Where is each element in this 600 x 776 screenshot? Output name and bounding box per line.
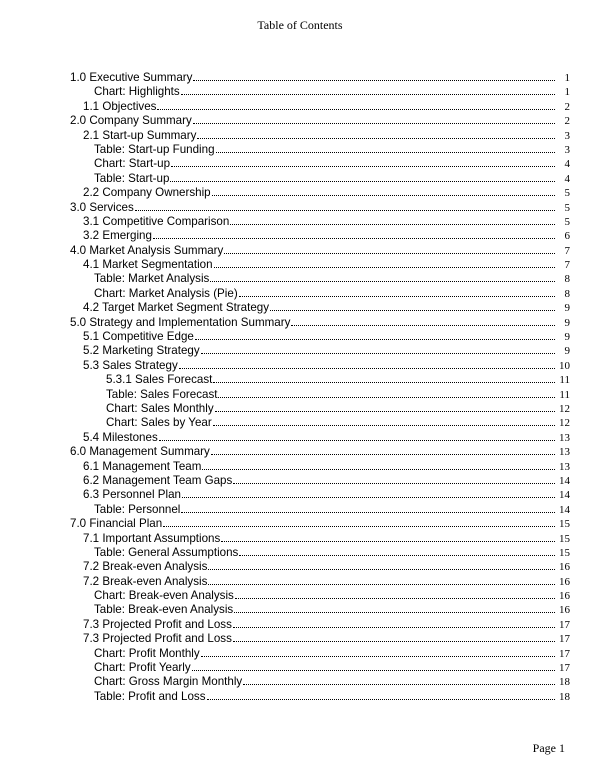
toc-entry-page: 2 — [564, 115, 570, 128]
toc-entry[interactable] — [70, 661, 570, 675]
dot-leader — [243, 675, 555, 685]
dot-leader — [213, 373, 555, 383]
toc-entry-page: 1 — [564, 86, 570, 99]
toc-entry[interactable] — [70, 258, 570, 272]
table-of-contents — [70, 71, 570, 704]
toc-entry[interactable] — [70, 445, 570, 459]
toc-entry[interactable] — [70, 373, 570, 387]
dot-leader — [207, 690, 556, 700]
page-number-footer: Page 1 — [532, 741, 565, 755]
toc-entry-page: 17 — [559, 633, 570, 646]
toc-entry-page: 9 — [564, 316, 570, 329]
dot-leader — [221, 532, 555, 542]
dot-leader — [157, 100, 555, 110]
toc-entry-label: 7.0 Financial Plan — [70, 517, 163, 531]
toc-entry[interactable] — [70, 416, 570, 430]
toc-entry-page: 17 — [559, 662, 570, 675]
toc-entry-label: Chart: Sales by Year — [106, 416, 212, 430]
dot-leader — [233, 618, 555, 628]
toc-entry-label: Chart: Market Analysis (Pie) — [94, 286, 238, 300]
toc-entry[interactable] — [70, 603, 570, 617]
toc-entry[interactable] — [70, 143, 570, 157]
dot-leader — [201, 344, 555, 354]
toc-entry[interactable] — [70, 474, 570, 488]
toc-entry[interactable] — [70, 359, 570, 373]
toc-entry[interactable] — [70, 172, 570, 186]
toc-entry-page: 8 — [564, 287, 570, 300]
dot-leader — [214, 258, 555, 268]
toc-entry-page: 16 — [559, 561, 570, 574]
dot-leader — [291, 316, 555, 326]
toc-entry-page: 13 — [559, 446, 570, 459]
toc-entry-label: 3.1 Competitive Comparison — [83, 214, 230, 228]
dot-leader — [233, 632, 555, 642]
toc-entry[interactable] — [70, 129, 570, 143]
toc-entry-page: 16 — [559, 575, 570, 588]
dot-leader — [181, 85, 555, 95]
dot-leader — [239, 287, 555, 297]
toc-entry-page: 14 — [559, 503, 570, 516]
toc-entry[interactable] — [70, 344, 570, 358]
toc-entry-label: Chart: Sales Monthly — [106, 401, 214, 415]
toc-entry-label: Chart: Profit Yearly — [94, 661, 191, 675]
toc-entry[interactable] — [70, 560, 570, 574]
dot-leader — [224, 244, 555, 254]
toc-entry-label: 3.2 Emerging — [83, 229, 152, 243]
dot-leader — [170, 172, 555, 182]
toc-entry-label: Chart: Highlights — [94, 85, 180, 99]
toc-entry-page: 7 — [564, 259, 570, 272]
toc-entry-page: 18 — [559, 676, 570, 689]
toc-entry[interactable] — [70, 301, 570, 315]
toc-entry-label: 7.3 Projected Profit and Loss — [83, 617, 232, 631]
toc-entry-label: Table: General Assumptions — [94, 545, 239, 559]
toc-entry-label: 5.1 Competitive Edge — [83, 330, 194, 344]
toc-entry-page: 11 — [559, 374, 570, 387]
toc-entry-label: Chart: Start-up — [94, 157, 171, 171]
toc-entry-label: 4.1 Market Segmentation — [83, 258, 213, 272]
toc-entry-label: 7.1 Important Assumptions — [83, 531, 221, 545]
toc-entry-label: 3.0 Services — [70, 200, 134, 214]
dot-leader — [208, 575, 555, 585]
toc-entry[interactable] — [70, 330, 570, 344]
toc-entry-page: 12 — [559, 402, 570, 415]
toc-entry-page: 10 — [559, 359, 570, 372]
toc-entry-label: 6.1 Management Team — [83, 459, 202, 473]
toc-entry-label: Table: Start-up Funding — [94, 142, 215, 156]
toc-entry-page: 14 — [559, 474, 570, 487]
toc-entry-page: 15 — [559, 532, 570, 545]
dot-leader — [197, 129, 555, 139]
toc-entry-page: 3 — [564, 143, 570, 156]
toc-entry-page: 13 — [559, 460, 570, 473]
toc-entry-page: 5 — [564, 215, 570, 228]
toc-entry[interactable] — [70, 215, 570, 229]
toc-entry[interactable] — [70, 690, 570, 704]
toc-entry[interactable] — [70, 488, 570, 502]
toc-entry-page: 14 — [559, 489, 570, 502]
dot-leader — [181, 503, 555, 513]
toc-entry-label: Table: Break-even Analysis — [94, 603, 234, 617]
dot-leader — [201, 647, 555, 657]
toc-entry[interactable] — [70, 85, 570, 99]
toc-entry-page: 8 — [564, 273, 570, 286]
toc-entry-label: Table: Personnel — [94, 502, 181, 516]
dot-leader — [171, 157, 555, 167]
dot-leader — [233, 474, 555, 484]
toc-entry-page: 11 — [559, 388, 570, 401]
dot-leader — [234, 603, 555, 613]
toc-entry-label: Chart: Profit Monthly — [94, 646, 200, 660]
toc-entry-label: 6.3 Personnel Plan — [83, 488, 181, 502]
toc-entry[interactable] — [70, 632, 570, 646]
toc-entry-page: 17 — [559, 647, 570, 660]
toc-entry-label: 2.2 Company Ownership — [83, 186, 211, 200]
dot-leader — [211, 445, 555, 455]
toc-entry-page: 17 — [559, 618, 570, 631]
dot-leader — [153, 229, 555, 239]
toc-entry[interactable] — [70, 431, 570, 445]
toc-entry[interactable] — [70, 517, 570, 531]
toc-entry[interactable] — [70, 244, 570, 258]
toc-entry-page: 13 — [559, 431, 570, 444]
dot-leader — [135, 201, 555, 211]
toc-entry-page: 7 — [564, 244, 570, 257]
dot-leader — [210, 272, 555, 282]
toc-entry-label: Chart: Break-even Analysis — [94, 589, 234, 603]
toc-entry-label: 2.1 Start-up Summary — [83, 128, 197, 142]
toc-entry-page: 16 — [559, 590, 570, 603]
toc-entry-label: 5.0 Strategy and Implementation Summary — [70, 315, 291, 329]
toc-entry[interactable] — [70, 100, 570, 114]
toc-entry[interactable] — [70, 402, 570, 416]
dot-leader — [192, 661, 555, 671]
toc-entry-page: 4 — [564, 172, 570, 185]
toc-entry-label: 5.3 Sales Strategy — [83, 358, 178, 372]
dot-leader — [215, 402, 555, 412]
toc-entry-label: 5.3.1 Sales Forecast — [106, 373, 213, 387]
toc-entry[interactable] — [70, 71, 570, 85]
dot-leader — [213, 416, 555, 426]
toc-entry[interactable] — [70, 287, 570, 301]
toc-entry-page: 4 — [564, 158, 570, 171]
toc-entry-label: 4.0 Market Analysis Summary — [70, 243, 224, 257]
toc-entry[interactable] — [70, 388, 570, 402]
toc-entry[interactable] — [70, 647, 570, 661]
document-title: Table of Contents — [257, 18, 343, 32]
toc-entry-page: 15 — [559, 518, 570, 531]
dot-leader — [182, 488, 555, 498]
toc-entry-page: 18 — [559, 690, 570, 703]
toc-entry-page: 9 — [564, 331, 570, 344]
toc-entry-page: 12 — [559, 417, 570, 430]
toc-entry-page: 1 — [564, 72, 570, 84]
toc-entry[interactable] — [70, 618, 570, 632]
toc-entry[interactable] — [70, 229, 570, 243]
toc-entry-label: 5.2 Marketing Strategy — [83, 344, 200, 358]
toc-entry-label: 7.2 Break-even Analysis — [83, 560, 208, 574]
toc-entry[interactable] — [70, 575, 570, 589]
toc-entry-label: Table: Profit and Loss — [94, 689, 206, 703]
dot-leader — [230, 215, 555, 225]
dot-leader — [235, 589, 555, 599]
toc-entry-label: 6.2 Management Team Gaps — [83, 473, 233, 487]
toc-entry[interactable] — [70, 157, 570, 171]
dot-leader — [202, 460, 555, 470]
dot-leader — [179, 359, 555, 369]
toc-entry-page: 9 — [564, 302, 570, 315]
dot-leader — [212, 186, 555, 196]
toc-entry-page: 16 — [559, 604, 570, 617]
toc-entry[interactable] — [70, 316, 570, 330]
toc-entry-page: 2 — [564, 100, 570, 113]
dot-leader — [163, 517, 555, 527]
toc-entry-label: 1.1 Objectives — [83, 99, 157, 113]
toc-entry[interactable] — [70, 186, 570, 200]
toc-entry[interactable] — [70, 272, 570, 286]
dot-leader — [193, 114, 555, 124]
toc-entry[interactable] — [70, 675, 570, 689]
toc-entry-page: 6 — [564, 230, 570, 243]
toc-entry-label: Table: Start-up — [94, 171, 170, 185]
dot-leader — [270, 301, 555, 311]
toc-entry[interactable] — [70, 503, 570, 517]
toc-entry-label: 4.2 Target Market Segment Strategy — [83, 301, 270, 315]
toc-entry-page: 5 — [564, 201, 570, 214]
toc-entry-label: Table: Market Analysis — [94, 272, 210, 286]
toc-entry-page: 9 — [564, 345, 570, 358]
dot-leader — [218, 388, 555, 398]
toc-entry[interactable] — [70, 532, 570, 546]
toc-entry-label: Chart: Gross Margin Monthly — [94, 675, 243, 689]
toc-entry-label: Table: Sales Forecast — [106, 387, 218, 401]
toc-entry-label: 5.4 Milestones — [83, 430, 158, 444]
dot-leader — [195, 330, 555, 340]
dot-leader — [193, 71, 555, 81]
toc-entry-page: 3 — [564, 129, 570, 142]
toc-entry-label: 1.0 Executive Summary — [70, 71, 193, 84]
dot-leader — [216, 143, 555, 153]
toc-entry[interactable] — [70, 114, 570, 128]
toc-entry[interactable] — [70, 460, 570, 474]
dot-leader — [239, 546, 555, 556]
toc-entry-page: 15 — [559, 546, 570, 559]
toc-entry-page: 5 — [564, 187, 570, 200]
dot-leader — [208, 560, 555, 570]
toc-entry-label: 6.0 Management Summary — [70, 445, 210, 459]
toc-entry-label: 7.2 Break-even Analysis — [83, 574, 208, 588]
dot-leader — [159, 431, 555, 441]
toc-entry[interactable] — [70, 201, 570, 215]
toc-entry[interactable] — [70, 589, 570, 603]
toc-entry-label: 2.0 Company Summary — [70, 114, 192, 128]
toc-entry[interactable] — [70, 546, 570, 560]
toc-entry-label: 7.3 Projected Profit and Loss — [83, 632, 232, 646]
